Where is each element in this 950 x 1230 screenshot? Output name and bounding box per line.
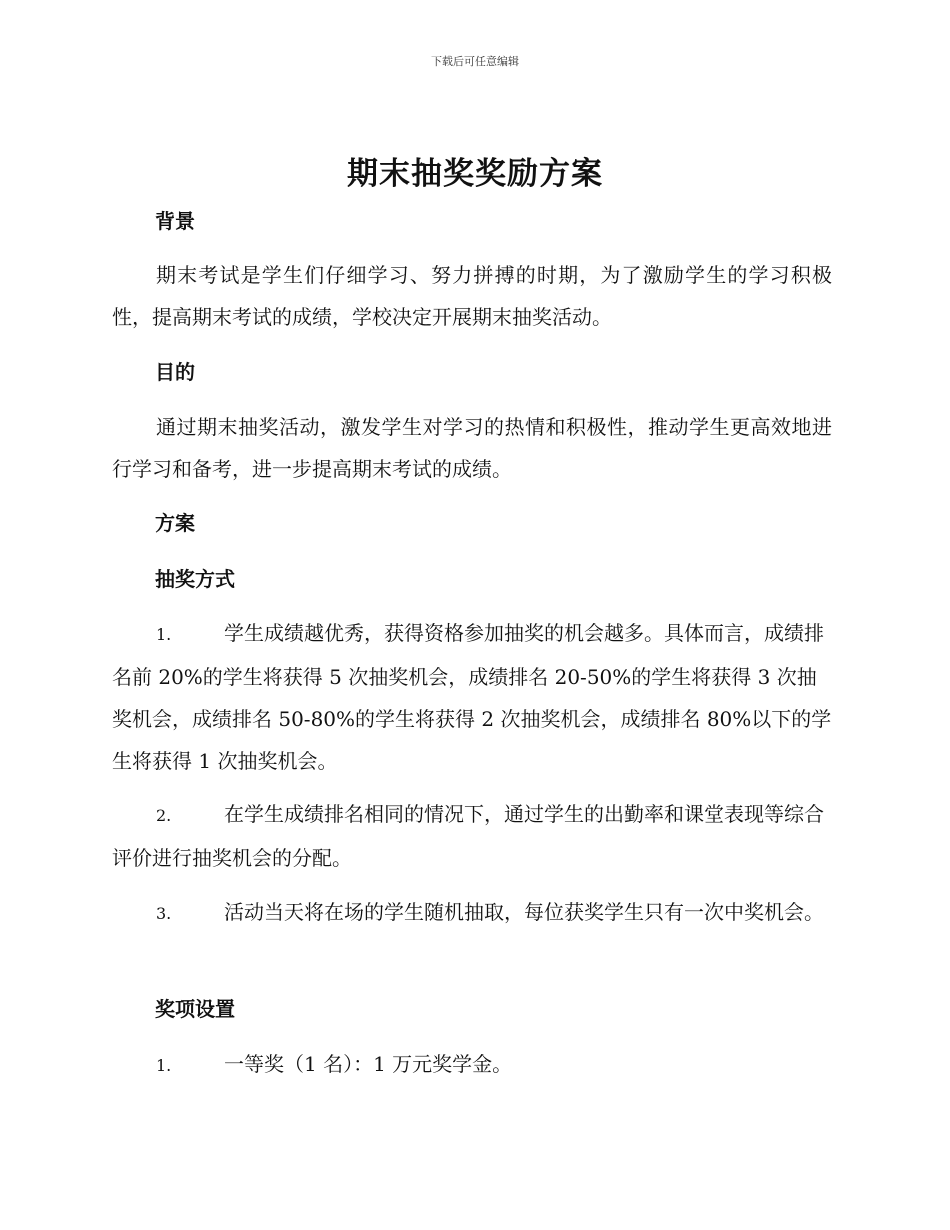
heading-prizes: 奖项设置	[155, 997, 235, 1021]
list-text: 活动当天将在场的学生随机抽取，每位获奖学生只有一次中奖机会。	[224, 900, 824, 924]
list-number: 1.	[156, 625, 172, 644]
list-number: 1.	[156, 1056, 172, 1075]
list-text: 在学生成绩排名相同的情况下，通过学生的出勤率和课堂表现等综合评价进行抽奖机会的分配。	[112, 802, 824, 870]
list-number: 2.	[156, 806, 172, 825]
list-number: 3.	[156, 904, 172, 923]
heading-plan: 方案	[155, 511, 195, 535]
document-title: 期末抽奖奖励方案	[347, 156, 603, 192]
list-item	[112, 612, 832, 782]
heading-method: 抽奖方式	[155, 567, 235, 591]
list-text: 一等奖（1 名）：1 万元奖学金。	[224, 1052, 513, 1076]
list-item	[112, 793, 832, 879]
page-header-note: 下载后可任意编辑	[431, 55, 519, 68]
heading-purpose: 目的	[155, 360, 195, 384]
paragraph-background: 期末考试是学生们仔细学习、努力拼搏的时期，为了激励学生的学习积极性，提高期末考试的成绩，学校决定开展期末抽奖活动。	[112, 263, 832, 329]
list-item	[112, 1043, 832, 1087]
paragraph-purpose: 通过期末抽奖活动，激发学生对学习的热情和积极性，推动学生更高效地进行学习和备考，进一步提高期末考试的成绩。	[112, 415, 832, 481]
list-text: 学生成绩越优秀，获得资格参加抽奖的机会越多。具体而言，成绩排名前 20%的学生将获得 5 次抽奖机会，成绩排名 20-50%的学生将获得 3 次抽奖机会，成绩排名 50-80%的学生将获得 2 次抽奖机会，成绩排名 80%以下的学生将获得 1 次抽奖机会。	[112, 621, 832, 773]
heading-background: 背景	[155, 209, 195, 233]
list-item	[112, 891, 832, 935]
